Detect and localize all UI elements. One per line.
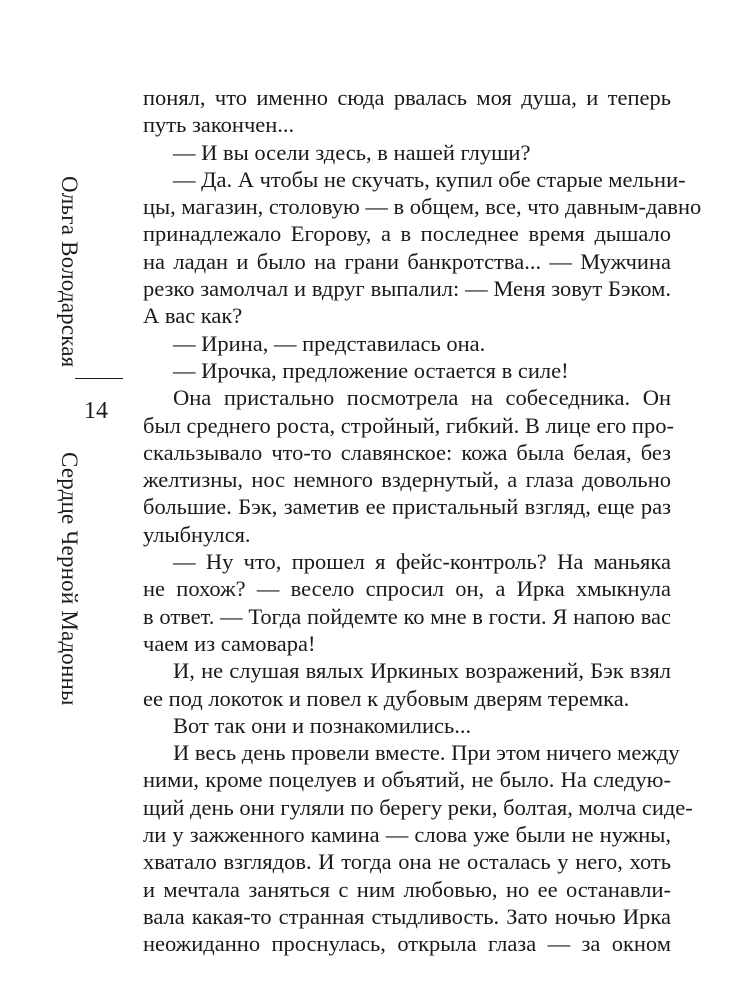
text-line: И, не слушая вялых Иркиных возражений, Бэк взял [173, 658, 671, 684]
text-line: большие. Бэк, заметив ее пристальный взгляд, еще раз [143, 494, 671, 520]
text-line: И весь день провели вместе. При этом ничего между [173, 740, 680, 766]
text-line: вала какая-то странная стыдливость. Зато ночью Ирка [143, 903, 671, 929]
text-line: ли у зажженного камина — слова уже были не нужны, [143, 822, 671, 848]
text-line: ними, кроме поцелуев и объятий, не было. На следую- [143, 767, 671, 793]
body-text [143, 84, 702, 958]
book-title: Сердце Черной Мадонны [57, 452, 82, 706]
text-line: на ладан и было на грани банкротства... — Мужчина [143, 248, 671, 274]
text-line: скальзывало что-то славянское: кожа была белая, без [143, 439, 671, 465]
text-line: цы, магазин, столовую — в общем, все, что давным-давно [143, 194, 702, 220]
text-line: в ответ. — Тогда пойдемте ко мне в гости. Я напою вас [143, 603, 671, 629]
text-line: понял, что именно сюда рвалась моя душа, и теперь [143, 85, 671, 110]
text-line: не похож? — весело спросил он, а Ирка хмыкнула [143, 576, 671, 602]
text-line: Вот так они и познакомились... [173, 712, 472, 738]
text-line: А вас как? [143, 303, 243, 329]
text-line: — Да. А чтобы не скучать, купил обе старые мельни- [173, 166, 686, 192]
text-line: чаем из самовара! [143, 630, 316, 656]
text-line: Она пристально посмотрела на собеседника. Он [173, 385, 671, 411]
text-line: путь закончен... [143, 112, 295, 138]
text-line: — Ирина, — представилась она. [173, 330, 486, 356]
text-line: принадлежало Егорову, а в последнее время дышало [143, 221, 671, 247]
text-line: — Ирочка, предложение остается в силе! [173, 357, 569, 383]
page-number: 14 [84, 398, 108, 424]
text-line: улыбнулся. [143, 521, 251, 547]
text-line: был среднего роста, стройный, гибкий. В лице его про- [143, 412, 674, 438]
text-line: щий день они гуляли по берегу реки, болтая, молча сиде- [143, 794, 693, 820]
margin-divider [75, 378, 123, 379]
text-line: — И вы осели здесь, в нашей глуши? [173, 139, 531, 165]
text-line: ее под локоток и повел к дубовым дверям теремка. [143, 685, 630, 711]
text-line: и мечтала заняться с ним любовью, но ее останавли- [143, 876, 671, 902]
text-line: желтизны, нос немного вздернутый, а глаза довольно [143, 467, 671, 493]
text-line: неожиданно проснулась, открыла глаза — за окном [143, 931, 671, 957]
text-line: хватало взглядов. И тогда она не осталась у него, хоть [143, 849, 671, 875]
author-name: Ольга Володарская [57, 176, 82, 368]
text-line: — Ну что, прошел я фейс-контроль? На маньяка [173, 549, 671, 575]
text-line: резко замолчал и вдруг выпалил: — Меня зовут Бэком. [143, 276, 671, 302]
